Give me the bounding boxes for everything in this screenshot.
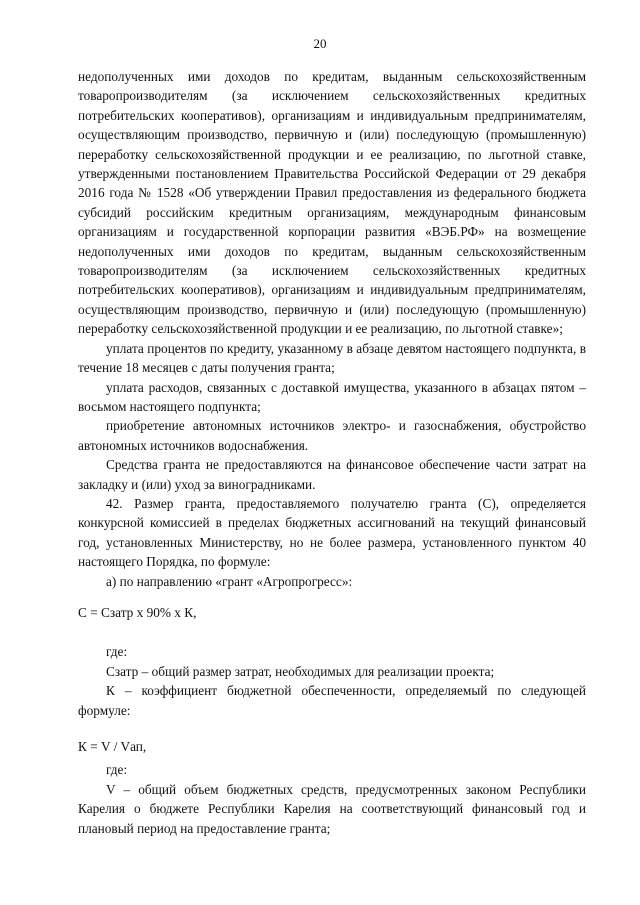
definition-szatr: Сзатр – общий размер затрат, необходимых для реализации проекта; [106,663,495,679]
paragraph-continuation: недополученных ими доходов по кредитам, выданным сельскохозяйственным товаропроизводителям (за исключением сельскохозяйственных кредитных потребительских кооперативов), организациям и индивидуальным предпринимателям, осуществляющим производство, первичную и (или) последующую (промышленную) переработку сельскохозяйственной продукции и ее реализацию, по льготной ставке, утвержденными постановлением Правительства Российской Федерации от 29 декабря 2016 года № 1528 «Об утверждении Правил предоставления из федерального бюджета субсидий российским кредитным организациям, международным финансовым организациям и государственной корпорации развития «ВЭБ.РФ» на возмещение недополученных ими доходов по кредитам, выданным сельскохозяйственным товаропроизводителям (за исключением сельскохозяйственных кредитных потребительских кооперативов), организациям и индивидуальным предпринимателям, осуществляющим производство, первичную и (или) последующую (промышленную) переработку сельскохозяйственной продукции и ее реализацию, по льготной ставке»; [78,69,586,337]
page-number: 20 [313,36,327,51]
paragraph-interest-payment: уплата процентов по кредиту, указанному в абзаце девятом настоящего подпункта, в течение 18 месяцев с даты получения гранта; [78,340,586,376]
definition-k: К – коэффициент бюджетной обеспеченности, определяемый по следующей формуле: [78,683,586,718]
formula-grant-size: С = Сзатр х 90% х К, [78,604,197,620]
where-label-2: где: [106,762,128,778]
where-label-1: где: [106,644,128,660]
paragraph-autonomous-sources: приобретение автономных источников электро- и газоснабжения, обустройство автономных источников водоснабжения. [78,418,586,453]
paragraph-item-42: 42. Размер гранта, предоставляемого получателю гранта (С), определяется конкурсной комиссией в пределах бюджетных ассигнований на текущий финансовый год, установленных Министерству, но не более размера, установленного пунктом 40 настоящего Порядка, по формуле: [78,495,586,570]
paragraph-subitem-a: а) по направлению «грант «Агропрогресс»: [106,573,353,589]
document-body [78,67,586,838]
formula-coefficient: К = V / Vап, [78,739,147,754]
paragraph-grant-restriction: Средства гранта не предоставляются на финансовое обеспечение части затрат на закладку и (или) уход за виноградниками. [78,457,586,492]
paragraph-delivery-costs: уплата расходов, связанных с доставкой имущества, указанного в абзацах пятом – восьмом настоящего подпункта; [78,379,586,414]
definition-v: V – общий объем бюджетных средств, предусмотренных законом Республики Карелия о бюджете Республики Карелия на соответствующий финансовый год и плановый период на предоставление гранта; [78,781,586,836]
